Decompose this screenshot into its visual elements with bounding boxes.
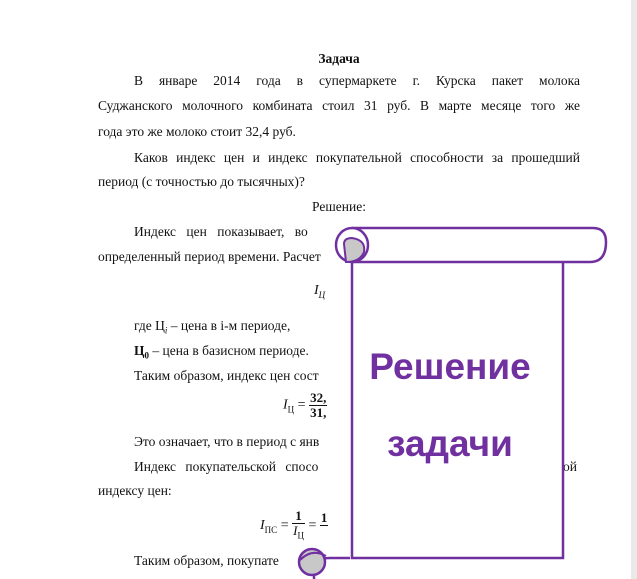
- banner-title-line2: задачи: [387, 423, 513, 464]
- solution-line: Таким образом, индекс цен сост: [134, 368, 319, 383]
- solution-line-end: ой: [563, 459, 577, 474]
- solution-line: Таким образом, покупате: [134, 553, 279, 568]
- solution-line: определенный период времени. Расчет: [98, 249, 321, 264]
- equation-price-index: $I_Ц$ = $\frac{32,}{31,}$: [283, 390, 327, 420]
- window-edge: [631, 0, 637, 579]
- problem-title: Задача: [318, 51, 360, 66]
- solution-line: Индекс цен показывает, во: [134, 224, 308, 239]
- formula-index: $I_Ц$: [314, 283, 326, 300]
- definition-line: где $Ц_i$ – цена в i-м периоде,: [134, 318, 291, 336]
- problem-line: Суджанского молочного комбината стоил 31 руб. В марте месяце того же: [98, 98, 580, 113]
- solution-line: Индекс покупательской спосо: [134, 459, 319, 474]
- problem-line: года это же молоко стоит 32,4 руб.: [98, 124, 296, 139]
- equation-purchasing-index: $I_{ПС}$ = $\frac{1}{I_Ц}$ = 1: [260, 508, 328, 541]
- solution-heading: Решение:: [312, 199, 366, 214]
- question-line: период (с точностью до тысячных)?: [98, 174, 305, 189]
- solution-line: индексу цен:: [98, 483, 172, 498]
- problem-line: В январе 2014 года в супермаркете г. Курска пакет молока: [134, 73, 580, 88]
- banner-title-line1: Решение: [369, 346, 531, 387]
- solution-line: Это означает, что в период с янв: [134, 434, 320, 449]
- definition-line: $Ц_0$ – цена в базисном периоде.: [134, 343, 309, 361]
- question-line: Каков индекс цен и индекс покупательной способности за прошедший: [134, 150, 580, 165]
